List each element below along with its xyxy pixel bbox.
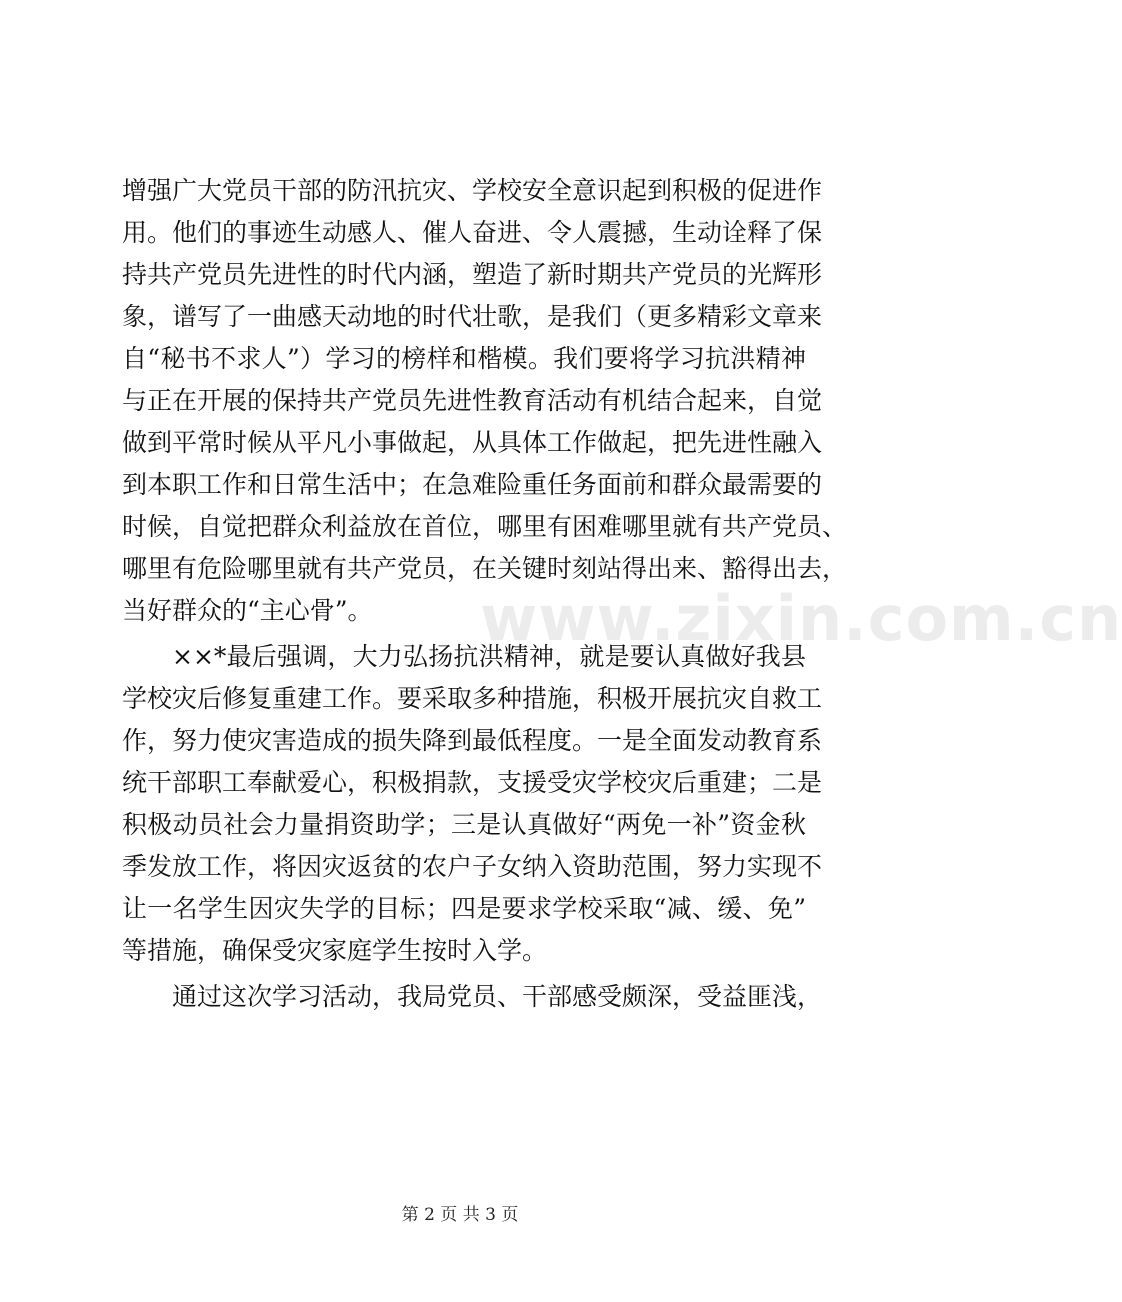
paragraph-2 — [122, 636, 823, 972]
page-footer — [0, 1200, 920, 1225]
text-line: 持共产党员先进性的时代内涵，塑造了新时期共产党员的光辉形 — [122, 260, 823, 289]
text-line: 增强广大党员干部的防汛抗灾、学校安全意识起到积极的促进作 — [122, 176, 823, 205]
text-line: 统干部职工奉献爱心，积极捐款，支援受灾学校灾后重建；二是 — [122, 768, 823, 797]
document-body — [122, 170, 848, 1018]
text-line: 让一名学生因灾失学的目标；四是要求学校采取“减、缓、免” — [122, 894, 806, 923]
text-line: 自“秘书不求人”）学习的榜样和楷模。我们要将学习抗洪精神 — [122, 344, 806, 373]
watermark: www.zixin.com.cn — [480, 582, 1122, 655]
paragraph-3 — [122, 976, 823, 1018]
text-line: ××*最后强调，大力弘扬抗洪精神，就是要认真做好我县 — [172, 642, 806, 671]
page-number-label: 第 2 页 共 3 页 — [401, 1205, 519, 1225]
text-line: 做到平常时候从平凡小事做起，从具体工作做起，把先进性融入 — [122, 428, 823, 457]
text-line: 学校灾后修复重建工作。要采取多种措施，积极开展抗灾自救工 — [122, 684, 823, 713]
text-line: 通过这次学习活动，我局党员、干部感受颇深，受益匪浅， — [172, 982, 823, 1011]
text-line: 作，努力使灾害造成的损失降到最低程度。一是全面发动教育系 — [122, 726, 823, 755]
text-line: 季发放工作，将因灾返贫的农户子女纳入资助范围，努力实现不 — [122, 852, 823, 881]
text-line: 积极动员社会力量捐资助学；三是认真做好“两免一补”资金秋 — [122, 810, 806, 839]
paragraph-1 — [122, 170, 848, 632]
text-line: 用。他们的事迹生动感人、催人奋进、令人震撼，生动诠释了保 — [122, 218, 823, 247]
text-line: 到本职工作和日常生活中；在急难险重任务面前和群众最需要的 — [122, 470, 823, 499]
text-line: 当好群众的“主心骨”。 — [122, 596, 373, 625]
text-line: 时候，自觉把群众利益放在首位，哪里有困难哪里就有共产党员、 — [122, 512, 848, 541]
text-line: 等措施，确保受灾家庭学生按时入学。 — [122, 936, 548, 965]
text-line: 与正在开展的保持共产党员先进性教育活动有机结合起来，自觉 — [122, 386, 823, 415]
text-line: 哪里有危险哪里就有共产党员，在关键时刻站得出来、豁得出去， — [122, 554, 848, 583]
text-line: 象，谱写了一曲感天动地的时代壮歌，是我们（更多精彩文章来 — [122, 302, 823, 331]
